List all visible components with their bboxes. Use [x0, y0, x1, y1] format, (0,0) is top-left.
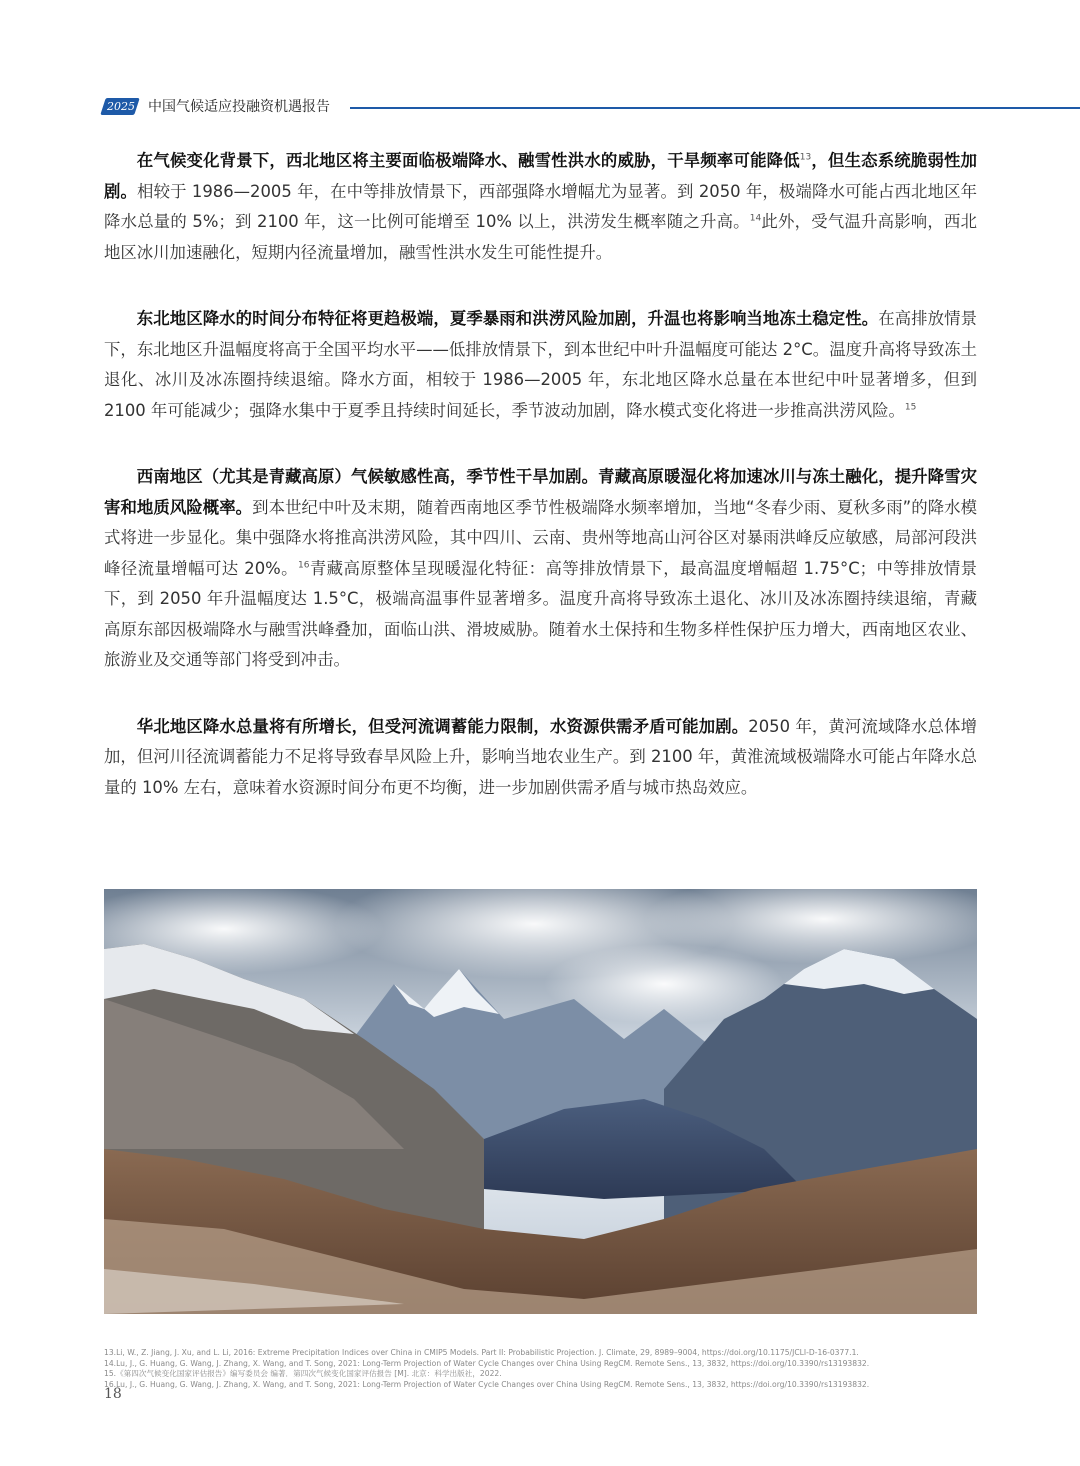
- footnote-16: 16.Lu, J., G. Huang, G. Wang, J. Zhang, X. Wang, and T. Song, 2021: Long-Term Projection of Water Cycle Changes over China Using RegCM. Remote Sens., 13, 3832, https://doi.org/10.3390/rs13193832.: [104, 1379, 870, 1389]
- footnote-ref-13: 13: [799, 152, 812, 163]
- footnote-14: 14.Lu, J., G. Huang, G. Wang, J. Zhang, X. Wang, and T. Song, 2021: Long-Term Projection of Water Cycle Changes over China Using RegCM. Remote Sens., 13, 3832, https://doi.org/10.3390/rs13193832.: [104, 1358, 870, 1368]
- paragraph-northwest-body-end: 此外，受气温升高影响，西北地区冰川加速融化，短期内径流量增加，融雪性洪水发生可能性提升。: [104, 212, 977, 262]
- paragraph-northeast: [104, 304, 977, 426]
- page-header: [0, 96, 1080, 122]
- paragraph-north-china: [104, 712, 977, 804]
- paragraph-northeast-body: 在高排放情景下，东北地区升温幅度将高于全国平均水平——低排放情景下，到本世纪中叶升温幅度可能达 2°C。温度升高将导致冻土退化、冰川及冰冻圈持续退缩。降水方面，相较于 1986—2005 年，东北地区降水总量在本世纪中叶显著增多，但到 2100 年可能减少；强降水集中于夏季且持续时间延长，季节波动加剧，降水模式变化将进一步推高洪涝风险。: [104, 309, 978, 420]
- footnote-ref-15: 15: [904, 402, 917, 413]
- paragraph-north-china-lead: 华北地区降水总量将有所增长，但受河流调蓄能力限制，水资源供需矛盾可能加剧。: [136, 716, 749, 736]
- paragraph-northwest-lead: 在气候变化背景下，西北地区将主要面临极端降水、融雪性洪水的威胁，干旱频率可能降低: [136, 151, 800, 170]
- footnote-15: 15.《第四次气候变化国家评估报告》编写委员会 编著．第四次气候变化国家评估报告 [M]. 北京：科学出版社，2022.: [104, 1369, 502, 1379]
- paragraph-northwest-body: 相较于 1986—2005 年，在中等排放情景下，西部强降水增幅尤为显著。到 2050 年，极端降水可能占西北地区年降水总量的 5%；到 2100 年，这一比例可能增至 10% 以上，洪涝发生概率随之升高。: [104, 181, 978, 231]
- paragraph-northwest-lead-end: ，但生态系统脆弱性加剧。: [104, 151, 977, 201]
- paragraph-northwest: [104, 146, 977, 268]
- paragraph-north-china-body: 2050 年，黄河流域降水总体增加，但河川径流调蓄能力不足将导致春旱风险上升，影响当地农业生产。到 2100 年，黄淮流域极端降水可能占年降水总量的 10% 左右，意味着水资源时间分布更不均衡，进一步加剧供需矛盾与城市热岛效应。: [104, 716, 977, 797]
- footnote-13: 13.Li, W., Z. Jiang, J. Xu, and L. Li, 2016: Extreme Precipitation Indices over China in CMIP5 Models. Part II: Probabilistic Projection. J. Climate, 29, 8989–9004, https://doi.org/10.1175/JCLI-D-16-0377.1.: [104, 1348, 859, 1357]
- footnotes: [104, 1348, 977, 1390]
- footnote-ref-14: 14: [749, 213, 762, 224]
- mountain-photo: [104, 889, 977, 1314]
- paragraph-southwest-body: 到本世纪中叶及末期，随着西南地区季节性极端降水频率增加，当地“冬春少雨、夏秋多雨”的降水模式将进一步显化。集中强降水将推高洪涝风险，其中四川、云南、贵州等地高山河谷区对暴雨洪峰反应敏感，局部河段洪峰径流量增幅可达 20%。: [104, 497, 978, 578]
- paragraph-southwest-body-end: 青藏高原整体呈现暖湿化特征：高等排放情景下，最高温度增幅超 1.75°C；中等排放情景下，到 2050 年升温幅度达 1.5°C，极端高温事件显著增多。温度升高将导致冻土退化、冰川及冰冻圈持续退缩，青藏高原东部因极端降水与融雪洪峰叠加，面临山洪、滑坡威胁。随着水土保持和生物多样性保护压力增大，西南地区农业、旅游业及交通等部门将受到冲击。: [104, 558, 978, 669]
- year-badge-label: 2025: [107, 100, 135, 113]
- page-number: 18: [104, 1386, 122, 1402]
- main-content: [104, 146, 977, 839]
- report-title: 中国气候适应投融资机遇报告: [148, 99, 330, 115]
- paragraph-southwest: [104, 462, 977, 676]
- footnote-ref-16: 16: [297, 560, 310, 571]
- paragraph-northeast-lead: 东北地区降水的时间分布特征将更趋极端，夏季暴雨和洪涝风险加剧，升温也将影响当地冻土稳定性。: [136, 309, 879, 328]
- paragraph-southwest-lead: 西南地区（尤其是青藏高原）气候敏感性高，季节性干旱加剧。青藏高原暖湿化将加速冰川与冻土融化，提升降雪灾害和地质风险概率。: [104, 467, 977, 517]
- header-divider: [350, 107, 1080, 109]
